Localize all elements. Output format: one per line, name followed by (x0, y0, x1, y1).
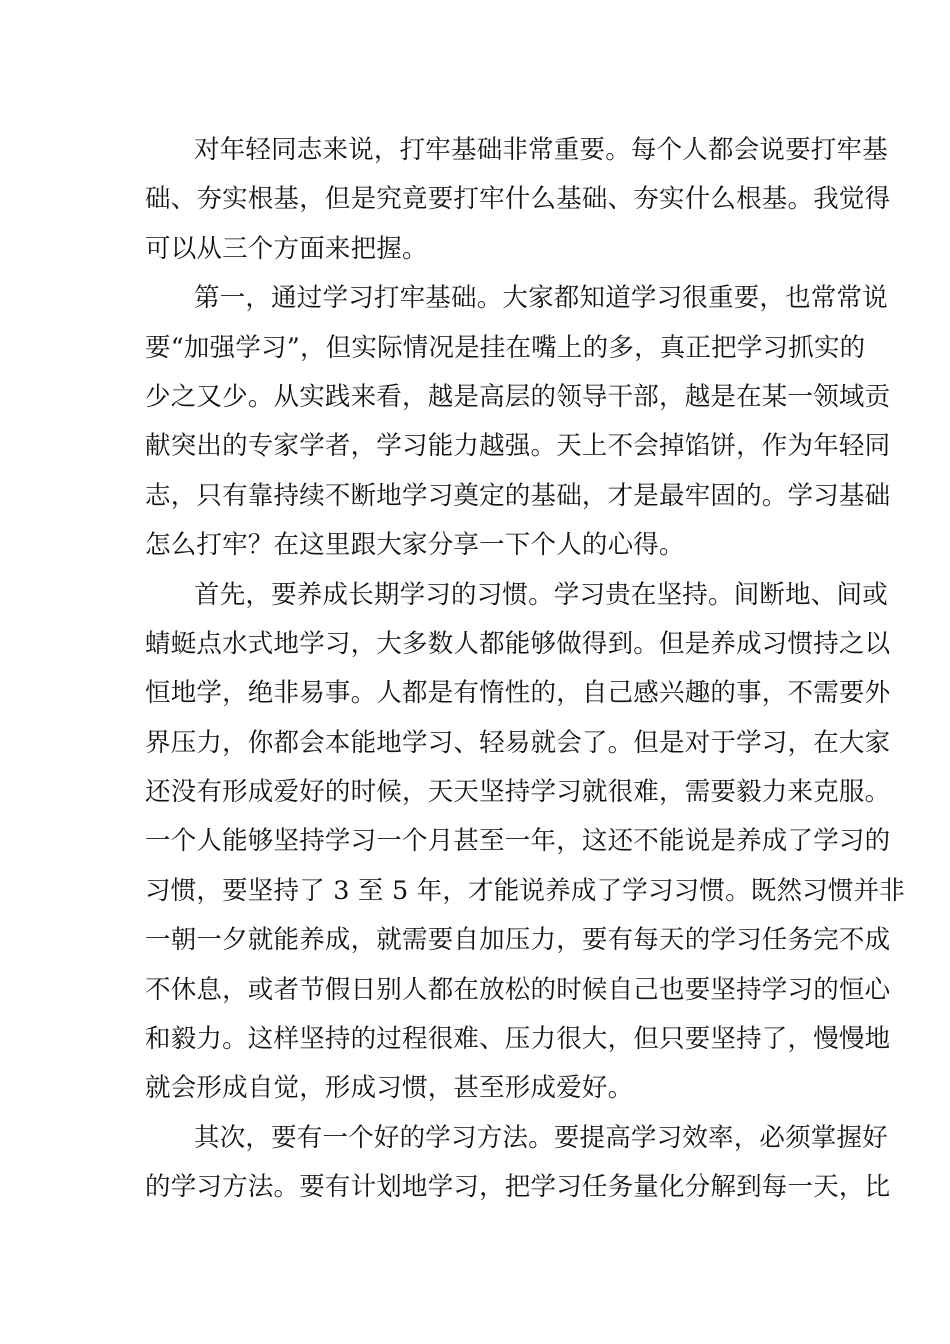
text-line: 蜻蜓点水式地学习，大多数人都能够做得到。但是养成习惯持之以 (145, 628, 891, 659)
text-line: 志，只有靠持续不断地学习奠定的基础，才是最牢固的。学习基础 (145, 480, 891, 511)
document-body (145, 126, 905, 1213)
text-line: 其次，要有一个好的学习方法。要提高学习效率，必须掌握好 (194, 1122, 888, 1153)
text-line: 可以从三个方面来把握。 (145, 233, 428, 264)
text-line: 不休息，或者节假日别人都在放松的时候自己也要坚持学习的恒心 (145, 974, 891, 1005)
text-line: 第一，通过学习打牢基础。大家都知道学习很重要，也常常说 (194, 283, 888, 314)
text-line: 础、夯实根基，但是究竟要打牢什么基础、夯实什么根基。我觉得 (145, 184, 891, 215)
text-line: 和毅力。这样坚持的过程很难、压力很大，但只要坚持了，慢慢地 (145, 1024, 891, 1055)
text-line: 还没有形成爱好的时候，天天坚持学习就很难，需要毅力来克服。 (145, 777, 891, 808)
text-line: 少之又少。从实践来看，越是高层的领导干部，越是在某一领域贡 (145, 381, 891, 412)
text-line: 一个人能够坚持学习一个月甚至一年，这还不能说是养成了学习的 (145, 826, 891, 857)
text-line: 习惯，要坚持了 3 至 5 年，才能说养成了学习习惯。既然习惯并非 (145, 875, 905, 906)
text-line: 的学习方法。要有计划地学习，把学习任务量化分解到每一天，比 (145, 1172, 891, 1203)
text-line: 怎么打牢？在这里跟大家分享一下个人的心得。 (145, 530, 685, 561)
text-line: 首先，要养成长期学习的习惯。学习贵在坚持。间断地、间或 (194, 579, 888, 610)
text-line: 要“加强学习”，但实际情况是挂在嘴上的多，真正把学习抓实的 (145, 332, 866, 363)
text-line: 界压力，你都会本能地学习、轻易就会了。但是对于学习，在大家 (145, 727, 891, 758)
text-line: 对年轻同志来说，打牢基础非常重要。每个人都会说要打牢基 (194, 135, 888, 165)
text-line: 恒地学，绝非易事。人都是有惰性的，自己感兴趣的事，不需要外 (145, 678, 891, 709)
text-line: 一朝一夕就能养成，就需要自加压力，要有每天的学习任务完不成 (145, 925, 891, 956)
text-line: 就会形成自觉，形成习惯，甚至形成爱好。 (145, 1073, 634, 1104)
text-line: 献突出的专家学者，学习能力越强。天上不会掉馅饼，作为年轻同 (145, 431, 891, 462)
